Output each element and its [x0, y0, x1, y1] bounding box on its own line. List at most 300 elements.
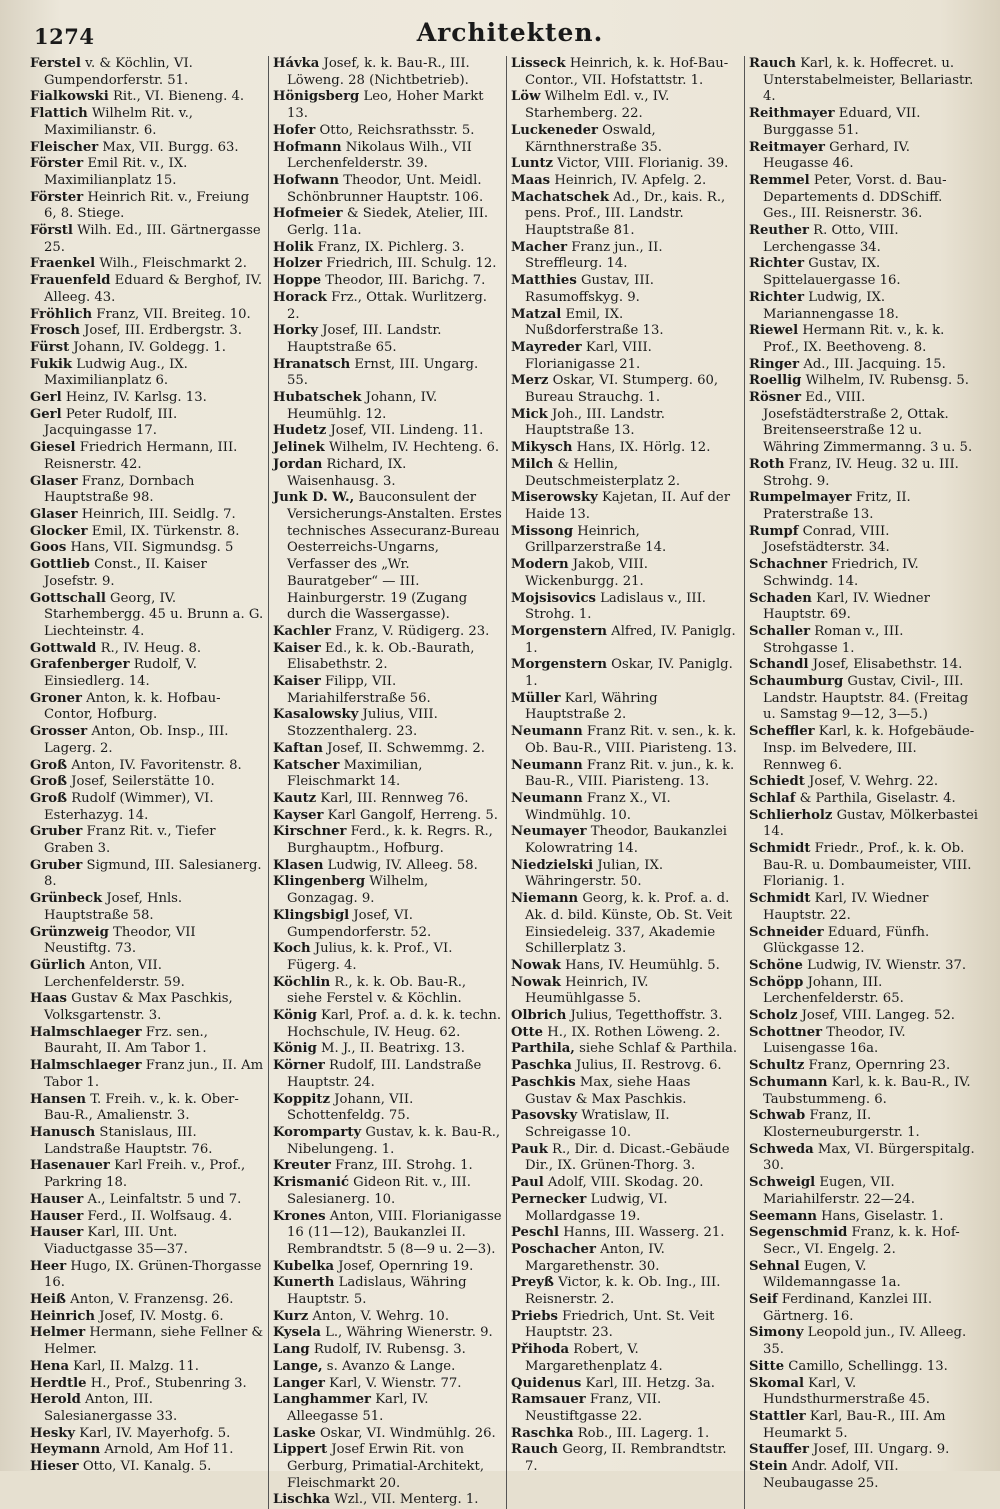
- entry-name: Heer: [30, 1258, 67, 1274]
- entry-details: Franz, III. Strohg. 1.: [330, 1158, 473, 1174]
- entry-details: Richard, IX. Waisenhausg. 3.: [287, 456, 407, 489]
- directory-entry: [749, 1409, 978, 1442]
- entry-name: Schweigl: [749, 1175, 816, 1191]
- entry-name: Frosch: [30, 323, 80, 339]
- directory-entry: [273, 758, 502, 791]
- entry-name: Miserowsky: [511, 490, 598, 506]
- directory-entry: [273, 1158, 502, 1175]
- directory-entry: [30, 1359, 264, 1376]
- entry-name: Poschacher: [511, 1241, 596, 1257]
- directory-entry: [511, 407, 740, 440]
- directory-entry: [749, 290, 978, 323]
- directory-entry: [30, 390, 264, 407]
- directory-entry: [749, 724, 978, 774]
- entry-name: Kubelka: [273, 1258, 335, 1274]
- entry-details: Karl, k. k. Bau-R., IV. Taubstummeng. 6.: [763, 1074, 971, 1107]
- directory-entry: [749, 524, 978, 557]
- entry-details: Franz, IX. Pichlerg. 3.: [313, 239, 465, 255]
- directory-entry: [273, 1092, 502, 1125]
- entry-name: Gruber: [30, 824, 83, 840]
- entry-name: Lischka: [273, 1492, 331, 1508]
- entry-name: Schachner: [749, 557, 828, 573]
- entry-name: Luckeneder: [511, 122, 598, 138]
- entry-details: H., Prof., Stubenring 3.: [86, 1375, 247, 1391]
- directory-entry: [749, 223, 978, 256]
- directory-entry: [749, 624, 978, 657]
- entry-details: Friedr., Prof., k. k. Ob. Bau-R. u. Dombaumeister, VIII. Florianig. 1.: [763, 841, 972, 890]
- entry-details: Gerhard, IV. Heugasse 46.: [763, 139, 910, 172]
- entry-name: Schaden: [749, 590, 812, 606]
- directory-entry: [511, 557, 740, 590]
- entry-name: Seif: [749, 1292, 778, 1308]
- directory-entry: [273, 674, 502, 707]
- entry-details: Josef, V. Wehrg. 22.: [804, 774, 939, 790]
- entry-name: Missong: [511, 523, 574, 539]
- entry-details: Josef, VI. Gumpendorferstr. 52.: [287, 907, 432, 940]
- entry-name: Horky: [273, 323, 319, 339]
- directory-entry: [511, 457, 740, 490]
- entry-details: Anton, IV. Margarethenstr. 30.: [525, 1241, 665, 1274]
- entry-name: Grosser: [30, 724, 88, 740]
- entry-details: Johann, VII. Schottenfeldg. 75.: [287, 1091, 414, 1124]
- entry-details: Franz Rit. v. jun., k. k. Bau-R., VIII. Piaristeng. 13.: [525, 757, 735, 790]
- entry-name: Sehnal: [749, 1258, 800, 1274]
- entry-name: Stein: [749, 1459, 788, 1475]
- entry-name: Rumpelmayer: [749, 490, 852, 506]
- entry-details: Emil, IX. Nußdorferstraße 13.: [525, 306, 664, 339]
- entry-details: Hans, Giselastr. 1.: [816, 1208, 944, 1224]
- entry-details: Franz, Dornbach Hauptstraße 98.: [44, 473, 195, 506]
- entry-name: Schumann: [749, 1074, 828, 1090]
- entry-name: Förster: [30, 189, 84, 205]
- directory-entry: [511, 1025, 740, 1042]
- directory-entry: [273, 1058, 502, 1091]
- page-title: Architekten.: [416, 18, 604, 47]
- directory-entry: [273, 1426, 502, 1443]
- entry-details: Georg, II. Rembrandtstr. 7.: [525, 1442, 727, 1475]
- entry-name: Schiedt: [749, 774, 805, 790]
- entry-name: Goos: [30, 540, 67, 556]
- entry-details: Ludwig Aug., IX. Maximilianplatz 6.: [44, 356, 188, 389]
- entry-name: Lange,: [273, 1358, 323, 1374]
- entry-details: Oskar, VI. Windmühlg. 26.: [315, 1425, 496, 1441]
- entry-details: Karl, VIII. Florianigasse 21.: [525, 339, 652, 372]
- entry-details: Karl, k. k. Hoffecret. u. Unterstabelmeister, Bellariastr. 4.: [763, 56, 974, 105]
- directory-entry: [30, 791, 264, 824]
- entry-details: Karl, III. Hetzg. 3a.: [581, 1375, 715, 1391]
- entry-name: Löw: [511, 89, 541, 105]
- entry-details: & Hellin, Deutschmeisterplatz 2.: [525, 456, 681, 489]
- entry-name: Kirschner: [273, 824, 347, 840]
- entry-name: Ferstel: [30, 56, 81, 71]
- directory-entry: [273, 1442, 502, 1492]
- directory-entry: [273, 1275, 502, 1308]
- directory-entry: [749, 1359, 978, 1376]
- entry-name: Langhammer: [273, 1392, 372, 1408]
- directory-entry: [273, 1342, 502, 1359]
- directory-entry: [511, 1376, 740, 1393]
- entry-name: Schöpp: [749, 974, 804, 990]
- entry-details: Hans, IX. Hörlg. 12.: [572, 440, 711, 456]
- entry-name: Kasalowsky: [273, 707, 359, 723]
- directory-entry: [30, 1125, 264, 1158]
- directory-entry: [511, 1275, 740, 1308]
- entry-details: Wilhelm Rit. v., Maximilianstr. 6.: [44, 106, 193, 138]
- entry-details: Ludwig, IV. Alleeg. 58.: [323, 857, 478, 873]
- entry-name: Heymann: [30, 1442, 101, 1458]
- entry-name: Pauk: [511, 1141, 548, 1157]
- directory-entry: [30, 89, 264, 106]
- entry-name: Herdtle: [30, 1375, 87, 1391]
- entry-name: Rauch: [749, 56, 797, 71]
- directory-entry: [273, 140, 502, 173]
- directory-entry: [511, 591, 740, 624]
- entry-details: Wzl., VII. Menterg. 1.: [330, 1492, 479, 1508]
- entry-name: Schweda: [749, 1141, 814, 1157]
- entry-details: Karl, III. Unt. Viaductgasse 35—37.: [44, 1225, 188, 1257]
- directory-entry: [30, 1259, 264, 1292]
- directory-entry: [30, 507, 264, 524]
- entry-details: Ludwig, VI. Mollardgasse 19.: [525, 1191, 668, 1224]
- entry-details: Ferdinand, Kanzlei III. Gärtnerg. 16.: [763, 1292, 933, 1324]
- entry-details: Franz, IV. Heug. 32 u. III. Strohg. 9.: [763, 456, 959, 489]
- entry-name: Halmschlaeger: [30, 1024, 142, 1040]
- entry-details: Frz., Ottak. Wurlitzerg. 2.: [287, 289, 487, 322]
- entry-details: Leo, Hoher Markt 13.: [287, 89, 484, 122]
- entry-details: Nikolaus Wilh., VII Lerchenfelderstr. 39.: [287, 139, 472, 172]
- entry-name: Schlaf: [749, 790, 796, 806]
- entry-details: Eduard, VII. Burggasse 51.: [763, 106, 921, 138]
- entry-name: Koch: [273, 941, 311, 957]
- directory-entry: [273, 808, 502, 825]
- directory-entry: [511, 373, 740, 406]
- directory-entry: [511, 1242, 740, 1275]
- directory-entry: [749, 56, 978, 106]
- entry-details: Josef, VIII. Langeg. 52.: [797, 1008, 955, 1024]
- directory-entry: [30, 958, 264, 991]
- entry-name: Maas: [511, 172, 551, 188]
- directory-entry: [511, 490, 740, 523]
- entry-name: Macher: [511, 239, 568, 255]
- entry-name: Seemann: [749, 1208, 817, 1224]
- entry-details: Josef Erwin Rit. von Gerburg, Primatial-Architekt, Fleischmarkt 20.: [287, 1442, 485, 1491]
- entry-details: Otto, VI. Kanalg. 5.: [78, 1459, 212, 1475]
- entry-name: Fleischer: [30, 139, 99, 155]
- directory-entry: [511, 724, 740, 757]
- entry-name: Hönigsberg: [273, 89, 360, 105]
- directory-entry: [30, 357, 264, 390]
- directory-entry: [273, 874, 502, 907]
- directory-entry: [273, 1041, 502, 1058]
- entry-details: Johann, III. Lerchenfelderstr. 65.: [763, 974, 904, 1007]
- directory-entry: [30, 591, 264, 641]
- entry-details: Ed., VIII. Josefstädterstraße 2, Ottak. Breitenseerstraße 12 u. Währing Zimmermanng. 3 u. 5.: [763, 390, 973, 456]
- directory-entry: [749, 490, 978, 523]
- entry-name: Parthila,: [511, 1041, 575, 1057]
- entry-details: Peter Rudolf, III. Jacquingasse 17.: [44, 406, 178, 439]
- entry-name: Paschkis: [511, 1074, 576, 1090]
- entry-details: Ludwig, IX. Mariannengasse 18.: [763, 289, 899, 322]
- entry-name: Groß: [30, 790, 68, 806]
- directory-entry: [511, 123, 740, 156]
- entry-name: Kunerth: [273, 1275, 335, 1291]
- entry-details: Leopold jun., IV. Alleeg. 35.: [763, 1325, 967, 1358]
- entry-name: Luntz: [511, 156, 554, 172]
- directory-entry: [511, 156, 740, 173]
- directory-entry: [30, 1376, 264, 1393]
- entry-name: Morgenstern: [511, 657, 607, 673]
- directory-entry: [511, 1108, 740, 1141]
- directory-entry: [30, 524, 264, 541]
- directory-entry: [749, 808, 978, 841]
- entry-name: Gottschall: [30, 590, 106, 606]
- entry-details: Wilhelm, IV. Hechteng. 6.: [324, 440, 500, 456]
- entry-details: Rudolf (Wimmer), VI. Esterhazyg. 14.: [44, 790, 214, 823]
- entry-details: Gustav & Max Paschkis, Volksgartenstr. 3.: [44, 991, 233, 1024]
- entry-details: Karl, IV. Wiedner Hauptstr. 69.: [763, 590, 930, 623]
- directory-entry: [30, 1442, 264, 1459]
- entry-name: Lippert: [273, 1442, 328, 1458]
- directory-entry: [273, 1125, 502, 1158]
- directory-entry: [30, 724, 264, 757]
- entry-name: Schwab: [749, 1108, 806, 1124]
- entry-name: Junk D. W.,: [273, 490, 355, 506]
- entry-details: Wilhelm Edl. v., IV. Starhemberg. 22.: [525, 89, 670, 122]
- entry-details: Franz X., VI. Windmühlg. 10.: [525, 790, 671, 823]
- entry-name: Roellig: [749, 373, 802, 389]
- entry-name: Mojsisovics: [511, 590, 596, 606]
- entry-name: Kysela: [273, 1325, 321, 1341]
- entry-details: Arnold, Am Hof 11.: [100, 1442, 234, 1458]
- entry-name: Köchlin: [273, 974, 331, 990]
- directory-entry: [273, 390, 502, 423]
- entry-details: Theodor, Unt. Meidl. Schönbrunner Hauptstr. 106.: [287, 172, 484, 205]
- entry-details: Kajetan, II. Auf der Haide 13.: [525, 490, 731, 522]
- directory-entry: [749, 1025, 978, 1058]
- directory-entry: [749, 140, 978, 173]
- entry-details: v. & Köchlin, VI. Gumpendorferstr. 51.: [44, 56, 193, 88]
- directory-entry: [273, 941, 502, 974]
- directory-entry: [749, 1459, 978, 1492]
- directory-entry: [273, 123, 502, 140]
- directory-entry: [30, 140, 264, 157]
- directory-entry: [273, 641, 502, 674]
- entry-name: Hávka: [273, 56, 320, 71]
- entry-details: Franz Rit. v., Tiefer Graben 3.: [44, 824, 216, 857]
- directory-entry: [749, 390, 978, 457]
- directory-entry: [30, 1325, 264, 1358]
- directory-columns: [30, 56, 990, 1509]
- entry-details: Heinrich Rit. v., Freiung 6, 8. Stiege.: [44, 189, 250, 222]
- entry-details: Ludwig, IV. Wienstr. 37.: [802, 957, 967, 973]
- entry-name: Groner: [30, 690, 82, 706]
- entry-name: Krones: [273, 1208, 326, 1224]
- directory-entry: [749, 841, 978, 891]
- directory-entry: [273, 490, 502, 624]
- entry-details: Karl, Währing Hauptstraße 2.: [525, 690, 658, 723]
- entry-name: Klasen: [273, 857, 324, 873]
- directory-entry: [511, 1192, 740, 1225]
- directory-entry: [30, 1459, 264, 1476]
- directory-entry: [511, 190, 740, 240]
- entry-name: Grafenberger: [30, 657, 130, 673]
- entry-details: Karl, Bau-R., III. Am Heumarkt 5.: [763, 1408, 946, 1441]
- directory-entry: [749, 357, 978, 374]
- entry-details: & Parthila, Giselastr. 4.: [795, 790, 956, 806]
- directory-entry: [511, 1058, 740, 1075]
- entry-details: R., k. k. Ob. Bau-R., siehe Ferstel v. & Köchlin.: [287, 974, 467, 1007]
- entry-details: Oswald, Kärnthnerstraße 35.: [525, 122, 662, 155]
- entry-name: Fialkowski: [30, 89, 109, 105]
- entry-details: Anton, III. Salesianergasse 33.: [44, 1392, 178, 1424]
- entry-details: Karl Gangolf, Herreng. 5.: [323, 807, 498, 823]
- entry-name: Gottwald: [30, 640, 97, 656]
- entry-details: Andr. Adolf, VII. Neubaugasse 25.: [763, 1459, 899, 1491]
- directory-entry: [749, 791, 978, 808]
- entry-name: Kaiser: [273, 640, 321, 656]
- entry-details: Julius, VIII. Stozzenthalerg. 23.: [287, 707, 438, 740]
- entry-details: Josef, k. k. Bau-R., III. Löweng. 28 (Nichtbetrieb).: [287, 56, 470, 88]
- entry-name: Hauser: [30, 1208, 84, 1224]
- entry-details: Peter, Vorst. d. Bau-Departements d. DDSchiff. Ges., III. Reisnerstr. 36.: [763, 172, 947, 222]
- entry-details: Ladislaus v., III. Strohg. 1.: [525, 590, 707, 623]
- directory-entry: [749, 674, 978, 724]
- entry-name: Priebs: [511, 1308, 558, 1324]
- directory-entry: [30, 1192, 264, 1209]
- entry-name: Otte: [511, 1024, 544, 1040]
- entry-name: Helmer: [30, 1325, 86, 1341]
- directory-entry: [749, 958, 978, 975]
- entry-details: Heinrich, Grillparzerstraße 14.: [525, 523, 667, 556]
- directory-entry: [273, 423, 502, 440]
- entry-name: Scheffler: [749, 724, 815, 740]
- entry-name: Milch: [511, 456, 554, 472]
- entry-name: Hofmann: [273, 139, 342, 155]
- directory-entry: [749, 657, 978, 674]
- entry-details: Wratislaw, II. Schreigasse 10.: [525, 1108, 670, 1140]
- entry-details: Ladislaus, Währing Hauptstr. 5.: [287, 1275, 467, 1308]
- entry-details: Josef, III. Landstr. Hauptstraße 65.: [287, 323, 442, 355]
- entry-details: Karl, IV. Wiedner Hauptstr. 22.: [763, 891, 929, 923]
- entry-details: Sigmund, III. Salesianerg. 8.: [44, 857, 262, 890]
- entry-name: Holik: [273, 239, 314, 255]
- directory-entry: [511, 1342, 740, 1375]
- entry-name: Frauenfeld: [30, 273, 111, 289]
- entry-name: Hofmeier: [273, 206, 343, 222]
- entry-details: Hermann Rit. v., k. k. Prof., IX. Beethoveng. 8.: [763, 323, 945, 355]
- directory-entry: [30, 1225, 264, 1258]
- entry-details: Robert, V. Margarethenplatz 4.: [525, 1342, 663, 1374]
- entry-name: Raschka: [511, 1425, 574, 1441]
- directory-entry: [273, 56, 502, 89]
- entry-name: Kachler: [273, 623, 331, 639]
- entry-details: Heinrich, IV. Apfelg. 2.: [550, 172, 707, 188]
- entry-name: Rösner: [749, 390, 802, 406]
- entry-details: Hermann, siehe Fellner & Helmer.: [44, 1325, 264, 1358]
- directory-entry: [749, 323, 978, 356]
- entry-name: Kurz: [273, 1308, 309, 1324]
- directory-entry: [273, 741, 502, 758]
- entry-details: Alfred, IV. Paniglg. 1.: [525, 623, 736, 656]
- entry-details: Friedrich, III. Schulg. 12.: [322, 256, 497, 272]
- directory-entry: [30, 190, 264, 223]
- directory-entry: [749, 106, 978, 139]
- entry-name: Katscher: [273, 757, 340, 773]
- entry-name: König: [273, 1008, 317, 1024]
- entry-name: Mick: [511, 406, 548, 422]
- entry-details: Franz jun., II. Streffleurg. 14.: [525, 239, 663, 272]
- entry-name: Pernecker: [511, 1191, 587, 1207]
- entry-name: Merz: [511, 373, 549, 389]
- entry-details: Karl, III. Rennweg 76.: [316, 790, 469, 806]
- entry-name: Richter: [749, 256, 805, 272]
- entry-name: Klingenberg: [273, 874, 366, 890]
- directory-entry: [30, 156, 264, 189]
- entry-details: Karl, II. Malzg. 11.: [68, 1358, 199, 1374]
- directory-entry: [30, 340, 264, 357]
- directory-entry: [749, 1292, 978, 1325]
- entry-details: Franz, VII. Neustiftgasse 22.: [525, 1392, 662, 1424]
- directory-entry: [30, 691, 264, 724]
- entry-details: Const., II. Kaiser Josefstr. 9.: [44, 557, 207, 589]
- directory-entry: [749, 1058, 978, 1075]
- directory-entry: [30, 307, 264, 324]
- entry-details: Ed., k. k. Ob.-Baurath, Elisabethstr. 2.: [287, 640, 475, 673]
- entry-name: Reithmayer: [749, 106, 835, 122]
- directory-entry: [30, 540, 264, 557]
- entry-details: Julius, k. k. Prof., VI. Fügerg. 4.: [287, 941, 453, 973]
- entry-details: Frz. sen., Bauraht, II. Am Tabor 1.: [44, 1024, 208, 1057]
- entry-name: Fröhlich: [30, 306, 93, 322]
- directory-entry: [273, 457, 502, 490]
- directory-entry: [30, 858, 264, 891]
- entry-details: Max, VII. Burgg. 63.: [98, 139, 239, 155]
- entry-details: Karl, V. Wienstr. 77.: [324, 1375, 462, 1391]
- entry-details: Heinrich, k. k. Hof-Bau-Contor., VII. Hofstattstr. 1.: [525, 56, 729, 88]
- entry-name: Flattich: [30, 106, 88, 122]
- directory-entry: [273, 1492, 502, 1509]
- entry-details: Ad., Dr., kais. R., pens. Prof., III. Landstr. Hauptstraße 81.: [525, 189, 726, 239]
- entry-details: R., IV. Heug. 8.: [96, 640, 202, 656]
- entry-details: A., Leinfaltstr. 5 und 7.: [83, 1191, 242, 1207]
- directory-entry: [511, 1041, 740, 1058]
- entry-details: Eugen, V. Wildemanngasse 1a.: [763, 1258, 901, 1291]
- entry-name: Schaumburg: [749, 674, 844, 690]
- directory-entry: [273, 323, 502, 356]
- entry-name: Remmel: [749, 172, 810, 188]
- entry-details: Josef, Hnls. Hauptstraße 58.: [44, 891, 183, 923]
- directory-entry: [273, 89, 502, 122]
- directory-entry: [30, 1209, 264, 1226]
- entry-details: Karl, V. Hundsthurmerstraße 45.: [763, 1375, 930, 1408]
- directory-entry: [30, 440, 264, 473]
- entry-name: Hubatschek: [273, 390, 362, 406]
- entry-details: Victor, VIII. Florianig. 39.: [553, 156, 729, 172]
- entry-details: Filipp, VII. Mariahilferstraße 56.: [287, 674, 431, 706]
- entry-name: Kayser: [273, 807, 324, 823]
- directory-entry: [273, 173, 502, 206]
- entry-name: Krismanić: [273, 1175, 349, 1191]
- entry-name: Grünzweig: [30, 924, 109, 940]
- entry-name: Schottner: [749, 1024, 823, 1040]
- entry-details: Karl, Prof. a. d. k. k. techn. Hochschule, IV. Heug. 62.: [287, 1008, 502, 1040]
- entry-details: Gideon Rit. v., III. Salesianerg. 10.: [287, 1175, 471, 1207]
- directory-entry: [273, 1008, 502, 1041]
- directory-entry: [273, 240, 502, 257]
- entry-name: Morgenstern: [511, 623, 607, 639]
- directory-entry: [749, 925, 978, 958]
- entry-details: Wilh. Ed., III. Gärtnergasse 25.: [44, 223, 261, 255]
